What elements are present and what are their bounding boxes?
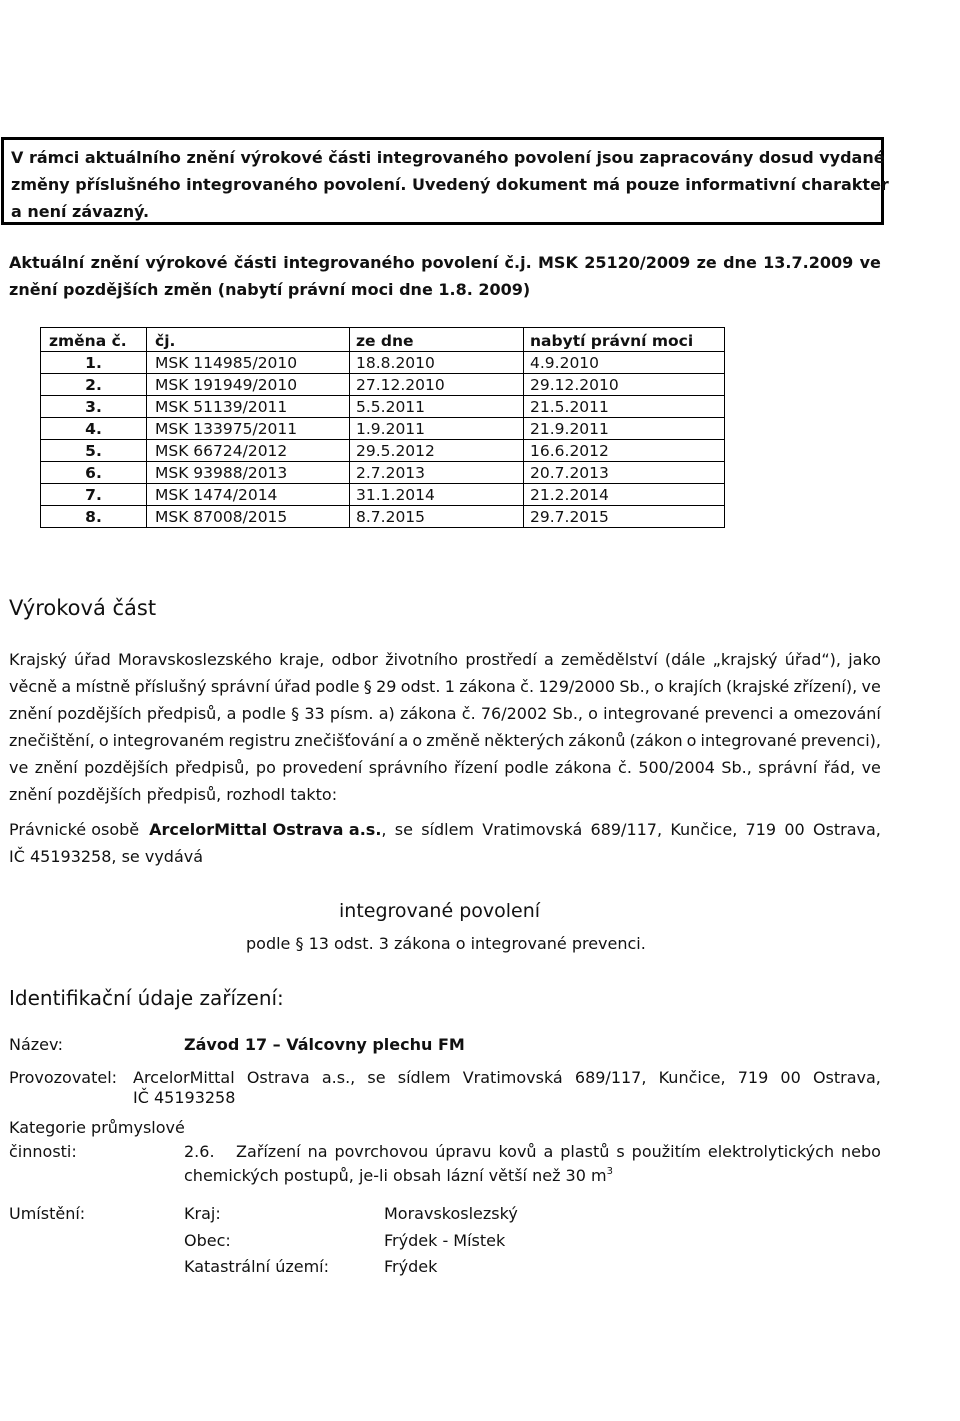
change-number-cell: 3. [41, 396, 147, 418]
table-row [41, 440, 725, 462]
table-cell: 2.7.2013 [350, 462, 524, 484]
table-cell: 21.9.2011 [524, 418, 725, 440]
table-cell: 8.7.2015 [350, 506, 524, 528]
category-label: Kategorie průmyslové [9, 1118, 185, 1137]
table-cell: 5.5.2011 [350, 396, 524, 418]
verdict-line: Krajský úřad Moravskoslezského kraje, odbor životního prostředí a zemědělství (dále „krajský úřad“), jako [9, 650, 881, 669]
table-cell: MSK 191949/2010 [147, 374, 350, 396]
table-cell: MSK 66724/2012 [147, 440, 350, 462]
verdict-line: ve znění pozdějších předpisů, po provedení správního řízení podle zákona č. 500/2004 Sb., správní řád, ve [9, 758, 881, 777]
notice-box [1, 137, 889, 225]
verdict-paragraph [9, 646, 881, 808]
category-line-2: chemických postupů, je-li obsah lázní větší než 30 $m^3$ [184, 1166, 613, 1185]
identification-title: Identifikační údaje zařízení: [9, 986, 284, 1010]
table-cell: 31.1.2014 [350, 484, 524, 506]
table-row [41, 396, 725, 418]
change-number-cell: 7. [41, 484, 147, 506]
operator-line-1: ArcelorMittal Ostrava a.s., se sídlem Vratimovská 689/117, Kunčice, 719 00 Ostrava, [133, 1068, 881, 1087]
current-version-line: znění pozdějších změn (nabytí právní moci dne 1.8. 2009) [9, 280, 531, 299]
change-number-cell: 6. [41, 462, 147, 484]
legal-entity-paragraph [9, 816, 881, 870]
location-ku-value: Frýdek [384, 1257, 438, 1276]
verdict-line: znečištění, o integrovaném registru znečišťování a o změně některých zákonů (zákon o integrované prevenci), [9, 731, 881, 750]
table-cell: 29.5.2012 [350, 440, 524, 462]
table-cell: MSK 133975/2011 [147, 418, 350, 440]
change-number-cell: 2. [41, 374, 147, 396]
legal-entity-name: ArcelorMittal Ostrava a.s. [149, 820, 382, 839]
table-cell: 18.8.2010 [350, 352, 524, 374]
location-obec-value: Frýdek - Místek [384, 1231, 506, 1250]
table-cell: 16.6.2012 [524, 440, 725, 462]
column-header: čj. [147, 328, 350, 352]
operator-label: Provozovatel: [9, 1068, 118, 1087]
current-version-line: Aktuální znění výrokové části integrovaného povolení č.j. MSK 25120/2009 ze dne 13.7.2009 ve [9, 253, 881, 272]
table-cell: MSK 114985/2010 [147, 352, 350, 374]
change-number-cell: 1. [41, 352, 147, 374]
notice-line: změny příslušného integrovaného povolení. Uvedený dokument má pouze informativní charakter [11, 175, 889, 194]
location-kraj-value: Moravskoslezský [384, 1204, 518, 1223]
legal-entity-line: Právnické osobě ArcelorMittal Ostrava a.s., se sídlem Vratimovská 689/117, Kunčice, 719 00 Ostrava, [9, 820, 881, 839]
column-header: nabytí právní moci [524, 328, 725, 352]
category-label-2: činnosti: [9, 1142, 77, 1161]
table-cell: 20.7.2013 [524, 462, 725, 484]
change-number-cell: 4. [41, 418, 147, 440]
change-number-cell: 8. [41, 506, 147, 528]
table-cell: 27.12.2010 [350, 374, 524, 396]
table-cell: 4.9.2010 [524, 352, 725, 374]
notice-line: V rámci aktuálního znění výrokové části integrovaného povolení jsou zapracovány dosud vydané [11, 148, 885, 167]
table-row [41, 506, 725, 528]
verdict-line: věcně a místně příslušný správní úřad podle § 29 odst. 1 zákona č. 129/2000 Sb., o krajích (krajské zřízení), ve [9, 677, 881, 696]
name-value: Závod 17 – Válcovny plechu FM [184, 1035, 465, 1054]
category-code: 2.6. [184, 1142, 215, 1161]
header-line-1: ArcelorMittal Frýdek Místek a.s. – AMFM Studená válcovna [219, 4, 666, 23]
table-row [41, 462, 725, 484]
permit-title: integrované povolení [339, 900, 541, 922]
table-row [41, 374, 725, 396]
table-cell: MSK 87008/2015 [147, 506, 350, 528]
table-cell: MSK 93988/2013 [147, 462, 350, 484]
superscript: 3 [606, 1166, 613, 1177]
location-obec-label: Obec: [184, 1231, 231, 1250]
change-number-cell: 5. [41, 440, 147, 462]
column-header: ze dne [350, 328, 524, 352]
verdict-title: Výroková část [9, 596, 157, 620]
table-row [41, 352, 725, 374]
table-cell: 29.12.2010 [524, 374, 725, 396]
table-row [41, 418, 725, 440]
legal-entity-line: IČ 45193258, se vydává [9, 847, 204, 866]
table-cell: MSK 51139/2011 [147, 396, 350, 418]
location-ku-label: Katastrální území: [184, 1257, 330, 1276]
location-label: Umístění: [9, 1204, 86, 1223]
location-kraj-label: Kraj: [184, 1204, 221, 1223]
verdict-line: znění pozdějších předpisů, rozhodl takto: [9, 785, 338, 804]
changes-table [40, 327, 725, 528]
header-line-2: Integrované povolení č.j. MSK 25120/2009 ze dne 13.7.2009 [213, 23, 672, 42]
table-header-row [41, 328, 725, 352]
table-cell: 1.9.2011 [350, 418, 524, 440]
name-label: Název: [9, 1035, 63, 1054]
notice-line: a není závazný. [11, 202, 150, 221]
category-line-1: Zařízení na povrchovou úpravu kovů a plastů s použitím elektrolytických nebo [236, 1142, 881, 1161]
current-version-text [9, 249, 881, 303]
table-cell: 21.2.2014 [524, 484, 725, 506]
table-cell: MSK 1474/2014 [147, 484, 350, 506]
table-row [41, 484, 725, 506]
table-cell: 29.7.2015 [524, 506, 725, 528]
table-cell: 21.5.2011 [524, 396, 725, 418]
operator-line-2: IČ 45193258 [133, 1088, 236, 1107]
verdict-line: znění pozdějších předpisů, a podle § 33 písm. a) zákona č. 76/2002 Sb., o integrované prevenci a omezování [9, 704, 881, 723]
column-header: změna č. [41, 328, 147, 352]
permit-subtitle: podle § 13 odst. 3 zákona o integrované prevenci. [246, 934, 646, 953]
